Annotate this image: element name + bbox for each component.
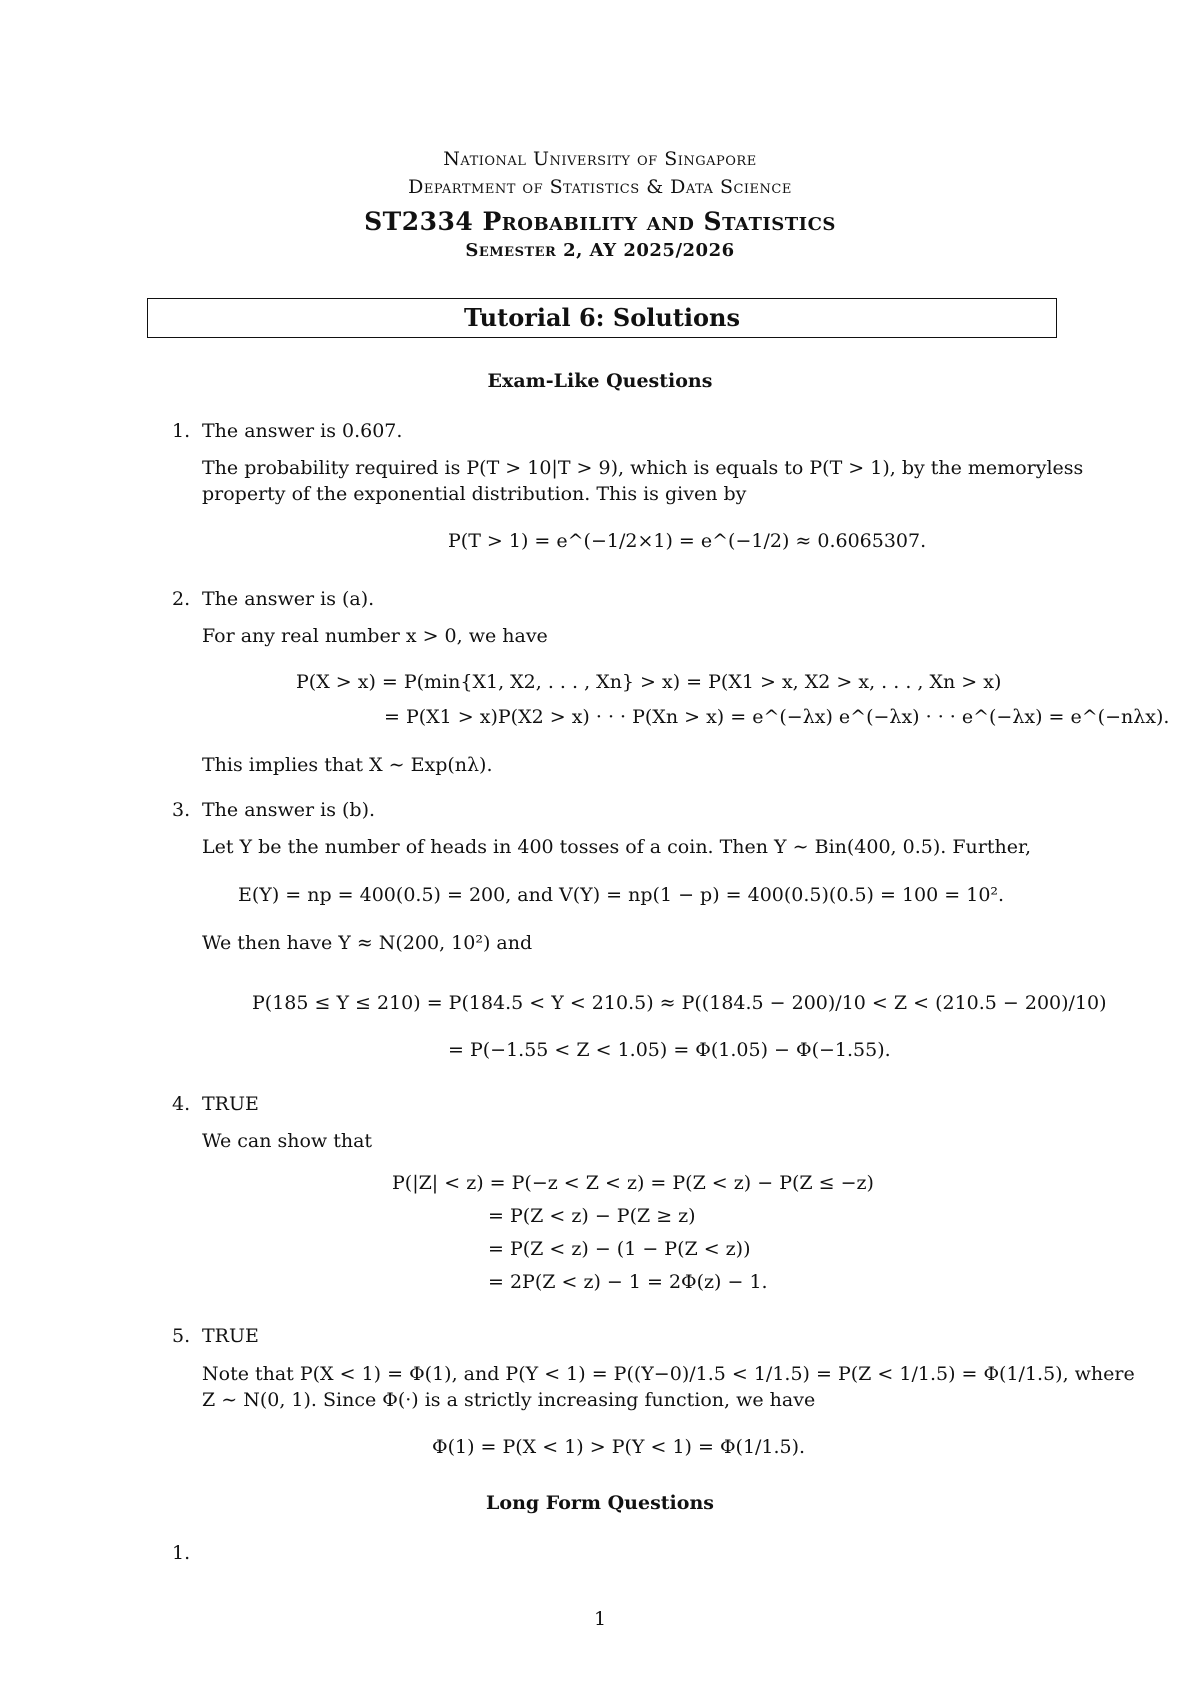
q5-answer: TRUE: [202, 1325, 259, 1347]
q2-equation-2: = P(X1 > x)P(X2 > x) · · · P(Xn > x) = e^(−λx) e^(−λx) · · · e^(−λx) = e^(−nλx).: [384, 706, 1170, 728]
department-name: Department of Statistics & Data Science: [408, 176, 792, 198]
q4-equation-2: = P(Z < z) − P(Z ≥ z): [488, 1205, 696, 1227]
long-form-q1-number: 1.: [172, 1542, 191, 1564]
q1-number: 1.: [172, 420, 191, 442]
q5-text-a: Note that P(X < 1) = Φ(1), and P(Y < 1) = P((Y−0)/1.5 < 1/1.5) = P(Z < 1/1.5) = Φ(1/1.5), where: [202, 1363, 1135, 1385]
q2-text-a: For any real number x > 0, we have: [202, 625, 548, 647]
q3-text-a: Let Y be the number of heads in 400 tosses of a coin. Then Y ∼ Bin(400, 0.5). Further,: [202, 836, 1031, 858]
q5-text-b: Z ∼ N(0, 1). Since Φ(·) is a strictly increasing function, we have: [202, 1389, 816, 1411]
page-number: 1: [593, 1608, 607, 1630]
course-title: ST2334 Probability and Statistics: [364, 207, 836, 236]
q2-text-b: This implies that X ∼ Exp(nλ).: [202, 754, 493, 776]
section-exam-like: Exam-Like Questions: [487, 370, 713, 392]
section-long-form: Long Form Questions: [486, 1492, 714, 1514]
q4-equation-4: = 2P(Z < z) − 1 = 2Φ(z) − 1.: [488, 1271, 768, 1293]
q3-text-b: We then have Y ≈ N(200, 10²) and: [202, 932, 533, 954]
q3-equation-3: = P(−1.55 < Z < 1.05) = Φ(1.05) − Φ(−1.55).: [448, 1039, 891, 1061]
q1-text-b: property of the exponential distribution. This is given by: [202, 483, 747, 505]
q3-equation-1: E(Y) = np = 400(0.5) = 200, and V(Y) = np(1 − p) = 400(0.5)(0.5) = 100 = 10².: [238, 884, 1005, 906]
q4-text-a: We can show that: [202, 1130, 373, 1152]
university-name: National University of Singapore: [443, 148, 757, 170]
q2-answer: The answer is (a).: [202, 588, 375, 610]
q3-number: 3.: [172, 799, 191, 821]
q1-text-a: The probability required is P(T > 10|T > 9), which is equals to P(T > 1), by the memoryless: [202, 457, 1084, 479]
semester: Semester 2, AY 2025/2026: [465, 240, 735, 261]
q4-equation-1: P(|Z| < z) = P(−z < Z < z) = P(Z < z) − P(Z ≤ −z): [392, 1172, 874, 1194]
q1-equation: P(T > 1) = e^(−1/2×1) = e^(−1/2) ≈ 0.6065307.: [448, 530, 927, 552]
q5-number: 5.: [172, 1325, 191, 1347]
q5-equation: Φ(1) = P(X < 1) > P(Y < 1) = Φ(1/1.5).: [432, 1436, 806, 1458]
tutorial-title: Tutorial 6: Solutions: [147, 298, 1057, 338]
q4-answer: TRUE: [202, 1093, 259, 1115]
q4-number: 4.: [172, 1093, 191, 1115]
q4-equation-3: = P(Z < z) − (1 − P(Z < z)): [488, 1238, 751, 1260]
q3-answer: The answer is (b).: [202, 799, 376, 821]
q2-equation-1: P(X > x) = P(min{X1, X2, . . . , Xn} > x) = P(X1 > x, X2 > x, . . . , Xn > x): [296, 671, 1002, 693]
q3-equation-2: P(185 ≤ Y ≤ 210) = P(184.5 < Y < 210.5) ≈ P((184.5 − 200)/10 < Z < (210.5 − 200)/10): [252, 992, 1107, 1014]
q2-number: 2.: [172, 588, 191, 610]
q1-answer: The answer is 0.607.: [202, 420, 403, 442]
